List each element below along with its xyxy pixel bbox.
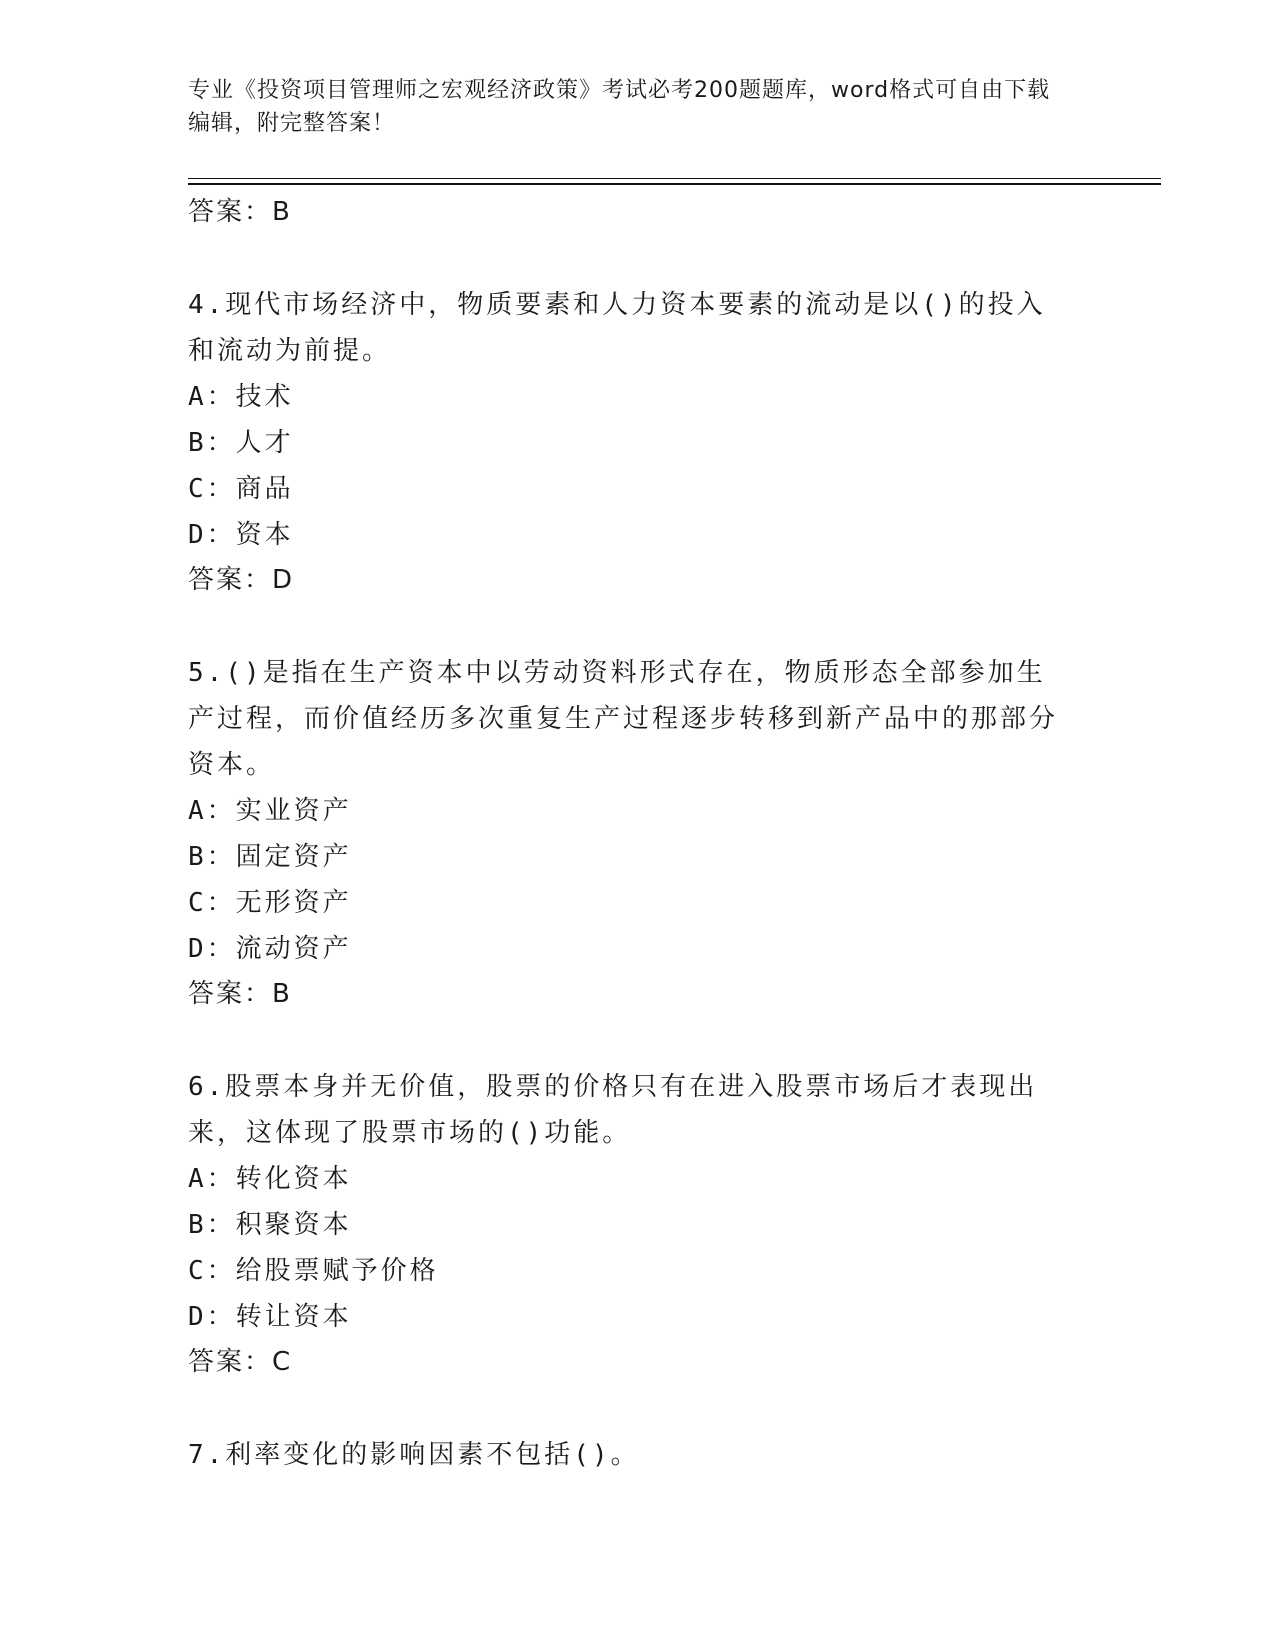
answer-line — [188, 558, 1068, 602]
answer-line — [188, 972, 1068, 1016]
option-c: C：无形资产 — [188, 888, 352, 918]
option-b: B：固定资产 — [188, 842, 352, 872]
answer-value: C — [272, 1347, 292, 1377]
question-stem: 6.股票本身并无价值，股票的价格只有在进入股票市场后才表现出来，这体现了股票市场的()功能。 — [188, 1072, 1038, 1148]
question-block — [188, 650, 1068, 1016]
answer-line — [188, 1340, 1068, 1384]
question-stem: 4.现代市场经济中，物质要素和人力资本要素的流动是以()的投入和流动为前提。 — [188, 290, 1046, 366]
question-block — [188, 1432, 1068, 1478]
option-a: A：技术 — [188, 382, 294, 412]
option-b: B：人才 — [188, 428, 294, 458]
question-block — [188, 282, 1068, 602]
option-d: D：转让资本 — [188, 1302, 352, 1332]
header-divider-thick — [188, 183, 1161, 185]
answer-value: B — [272, 197, 291, 227]
answer-label: 答案： — [188, 1347, 273, 1377]
answer-value: D — [272, 565, 294, 595]
question-list — [188, 190, 1068, 1478]
answer-label: 答案： — [188, 979, 273, 1009]
question-stem: 5.()是指在生产资本中以劳动资料形式存在，物质形态全部参加生产过程，而价值经历多次重复生产过程逐步转移到新产品中的那部分资本。 — [188, 658, 1059, 780]
answer-label: 答案： — [188, 565, 273, 595]
option-a: A：转化资本 — [188, 1164, 352, 1194]
option-a: A：实业资产 — [188, 796, 352, 826]
page-header — [188, 74, 1068, 140]
option-c: C：给股票赋予价格 — [188, 1256, 439, 1286]
option-d: D：流动资产 — [188, 934, 352, 964]
option-c: C：商品 — [188, 474, 294, 504]
header-text: 专业《投资项目管理师之宏观经济政策》考试必考200题题库，word格式可自由下载编辑，附完整答案！ — [188, 78, 1051, 136]
option-d: D：资本 — [188, 520, 294, 550]
question-stem: 7.利率变化的影响因素不包括()。 — [188, 1440, 640, 1470]
answer-value: B — [272, 979, 291, 1009]
answer-line — [188, 190, 1068, 234]
option-b: B：积聚资本 — [188, 1210, 352, 1240]
question-block — [188, 1064, 1068, 1384]
header-divider-thin — [188, 178, 1161, 179]
answer-label: 答案： — [188, 197, 273, 227]
